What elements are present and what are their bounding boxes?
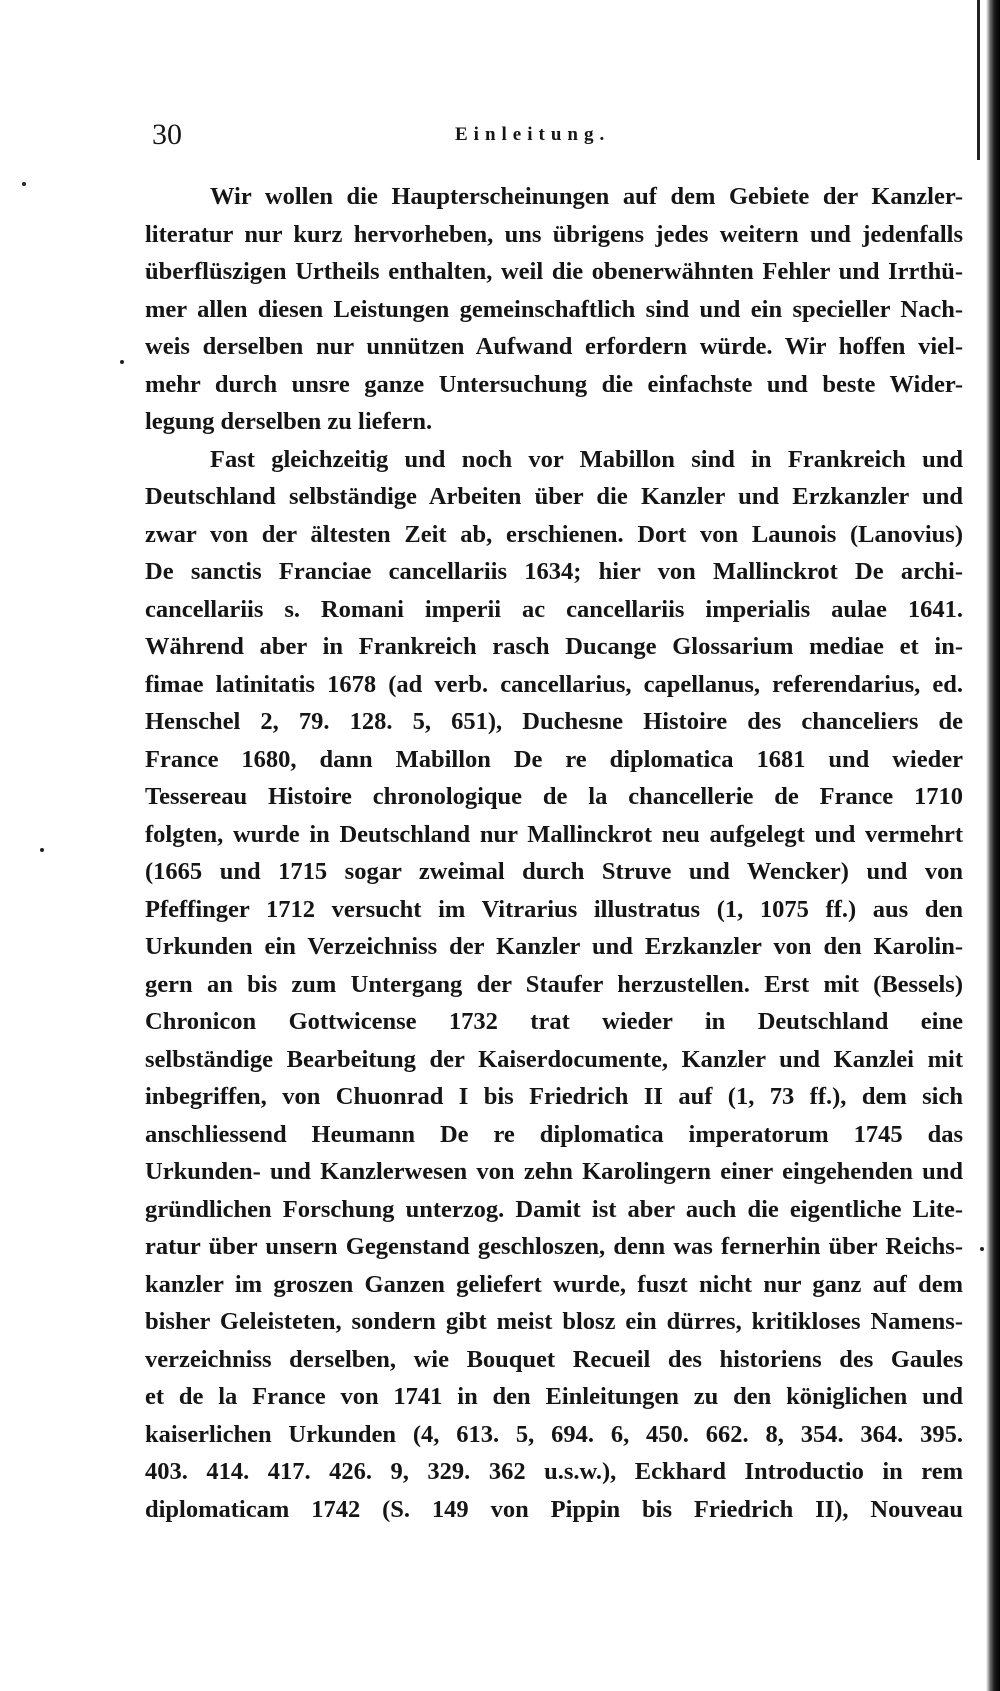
text-line: überflüszigen Urtheils enthalten, weil die obenerwähnten Fehler und Irrthü-: [145, 258, 963, 285]
text-line: selbständige Bearbeitung der Kaiserdocumente, Kanzler und Kanzlei mit: [145, 1045, 963, 1073]
text-line: kaiserlichen Urkunden (4, 613. 5, 694. 6, 450. 662. 8, 354. 364. 395.: [145, 1420, 963, 1448]
text-line: ratur über unsern Gegenstand geschloszen, denn was fernerhin über Reichs-: [145, 1233, 963, 1260]
text-line: 403. 414. 417. 426. 9, 329. 362 u.s.w.), Eckhard Introductio in rem: [145, 1458, 963, 1485]
text-line: Fast gleichzeitig und noch vor Mabillon sind in Frankreich und: [210, 445, 963, 473]
text-line: Wir wollen die Haupterscheinungen auf dem Gebiete der Kanzler-: [210, 183, 963, 210]
text-line: verzeichniss derselben, wie Bouquet Recueil des historiens des Gaules: [145, 1345, 963, 1373]
text-line: Während aber in Frankreich rasch Ducange Glossarium mediae et in-: [145, 633, 963, 660]
text-line: gründlichen Forschung unterzog. Damit ist aber auch die eigentliche Lite-: [145, 1195, 963, 1223]
margin-speck: [40, 848, 44, 852]
text-line: inbegriffen, von Chuonrad I bis Friedrich II auf (1, 73 ff.), dem sich: [145, 1083, 963, 1110]
text-line: mer allen diesen Leistungen gemeinschaftlich sind und ein specieller Nach-: [145, 295, 963, 323]
page-number: 30: [152, 118, 182, 151]
text-line: Urkunden- und Kanzlerwesen von zehn Karolingern einer eingehenden und: [145, 1158, 963, 1185]
text-line: Tessereau Histoire chronologique de la chancellerie de France 1710: [145, 783, 963, 810]
text-line: anschliessend Heumann De re diplomatica imperatorum 1745 das: [145, 1120, 963, 1148]
text-line: gern an bis zum Untergang der Staufer herzustellen. Erst mit (Bessels): [145, 970, 963, 998]
text-line: France 1680, dann Mabillon De re diplomatica 1681 und wieder: [145, 745, 963, 773]
margin-speck: [980, 1247, 984, 1251]
text-line: legung derselben zu liefern.: [145, 408, 433, 435]
text-line: Urkunden ein Verzeichniss der Kanzler und Erzkanzler von den Karolin-: [145, 933, 963, 960]
page-edge-shadow: [986, 0, 1000, 1691]
text-line: kanzler im groszen Ganzen geliefert wurde, fuszt nicht nur ganz auf dem: [145, 1270, 963, 1298]
text-line: De sanctis Franciae cancellariis 1634; hier von Mallinckrot De archi-: [145, 558, 963, 585]
text-line: Henschel 2, 79. 128. 5, 651), Duchesne Histoire des chanceliers de: [145, 708, 963, 735]
body-text: [145, 178, 963, 1528]
text-line: zwar von der ältesten Zeit ab, erschienen. Dort von Launois (Lanovius): [145, 520, 963, 548]
text-line: bisher Geleisteten, sondern gibt meist blosz ein dürres, kritikloses Namens-: [145, 1308, 963, 1335]
text-line: literatur nur kurz hervorheben, uns übrigens jedes weitern und jedenfalls: [145, 220, 963, 248]
margin-speck: [22, 182, 26, 186]
text-line: et de la France von 1741 in den Einleitungen zu den königlichen und: [145, 1383, 963, 1410]
running-head: Einleitung.: [455, 124, 611, 145]
text-line: diplomaticam 1742 (S. 149 von Pippin bis Friedrich II), Nouveau: [145, 1495, 963, 1523]
text-line: (1665 und 1715 sogar zweimal durch Struve und Wencker) und von: [145, 858, 963, 885]
page-header: [150, 118, 920, 158]
text-line: Deutschland selbständige Arbeiten über die Kanzler und Erzkanzler und: [145, 483, 963, 510]
text-line: mehr durch unsre ganze Untersuchung die einfachste und beste Wider-: [145, 370, 963, 398]
text-line: Pfeffinger 1712 versucht im Vitrarius illustratus (1, 1075 ff.) aus den: [145, 895, 963, 923]
text-line: weis derselben nur unnützen Aufwand erfordern würde. Wir hoffen viel-: [145, 333, 963, 360]
text-line: fimae latinitatis 1678 (ad verb. cancellarius, capellanus, referendarius, ed.: [145, 670, 963, 698]
text-line: cancellariis s. Romani imperii ac cancellariis imperialis aulae 1641.: [145, 595, 963, 623]
text-line: Chronicon Gottwicense 1732 trat wieder in Deutschland eine: [145, 1008, 963, 1035]
margin-speck: [120, 360, 124, 364]
text-line: folgten, wurde in Deutschland nur Mallinckrot neu aufgelegt und vermehrt: [145, 820, 963, 848]
page-edge-line: [977, 0, 980, 160]
